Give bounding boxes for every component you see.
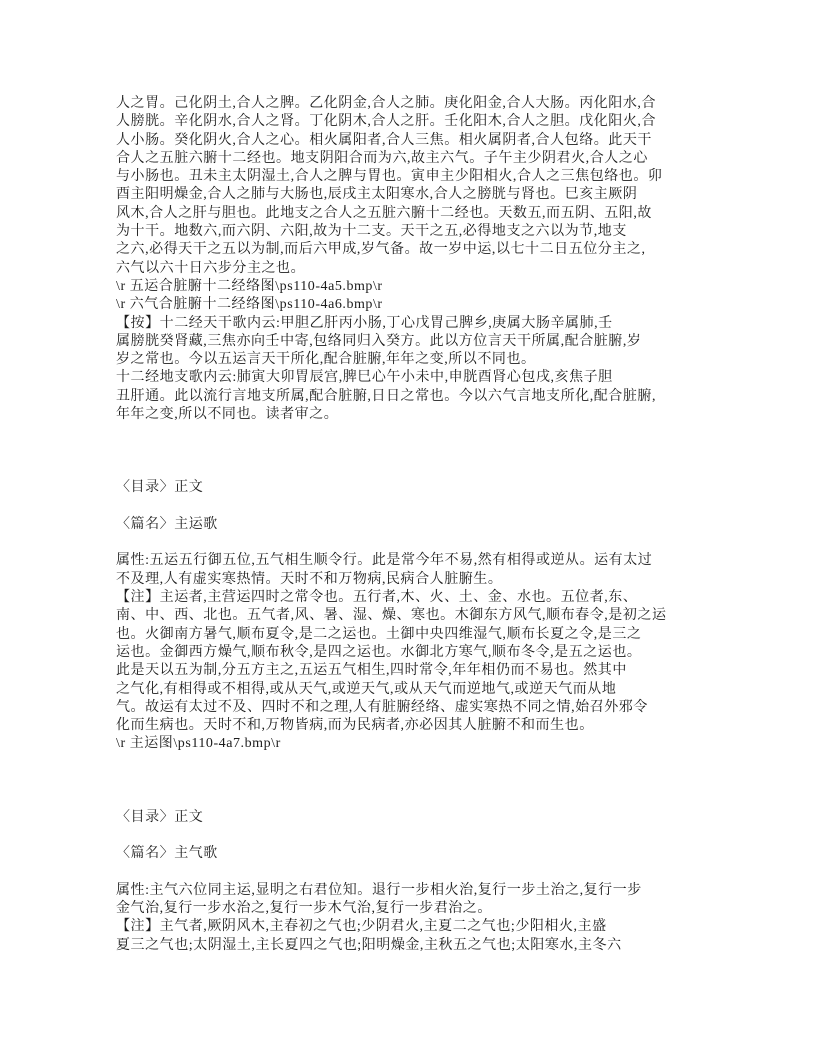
text-line: 岁之常也。今以五运言天干所化,配合脏腑,年年之变,所以不同也。: [116, 352, 536, 368]
section-title: 〈篇名〉主运歌: [116, 516, 218, 532]
text-line: 酉主阳明燥金,合人之肺与大肠也,辰戌主太阳寒水,合人之膀胱与肾也。巳亥主厥阴: [116, 187, 638, 203]
text-line: 属性:主气六位同主运,显明之右君位知。退行一步相火治,复行一步土治之,复行一步: [116, 882, 642, 898]
text-line: 【注】主运者,主营运四时之常令也。五行者,木、火、土、金、水也。五位者,东、: [116, 590, 638, 606]
figure-reference: \r 六气合脏腑十二经络图\ps110-4a6.bmp\r: [116, 297, 383, 313]
figure-reference: \r 主运图\ps110-4a7.bmp\r: [116, 736, 281, 752]
text-line: 金气治,复行一步水治之,复行一步木气治,复行一步君治之。: [116, 901, 492, 917]
text-line: 化而生病也。天时不和,万物皆病,而为民病者,亦必因其人脏腑不和而生也。: [116, 718, 594, 734]
toc-marker: 〈目录〉正文: [116, 480, 204, 496]
text-line: 风木,合人之肝与胆也。此地支之合人之五脏六腑十二经也。天数五,而五阴、五阳,故: [116, 205, 652, 221]
text-line: 之气化,有相得或不相得,或从天气,或逆天气,或从天气而逆地气,或逆天气而从地: [116, 681, 617, 697]
text-line: 属膀胱癸肾藏,三焦亦向壬中寄,包络同归入癸方。此以方位言天干所属,配合脏腑,岁: [116, 333, 642, 349]
text-line: 夏三之气也;太阴湿土,主长夏四之气也;阳明燥金,主秋五之气也;太阳寒水,主冬六: [116, 937, 622, 953]
blank-gap: [116, 534, 776, 552]
blank-gap: [116, 424, 776, 479]
text-line: 运也。金御西方燥气,顺布秋令,是四之运也。水御北方寒气,顺布冬令,是五之运也。: [116, 644, 642, 660]
text-line: 属性:五运五行御五位,五气相生顺令行。此是常今年不易,然有相得或逆从。运有太过: [116, 553, 653, 569]
text-column: [116, 95, 776, 955]
text-line: 此是天以五为制,分五方主之,五运五气相生,四时常令,年年相仍而不易也。然其中: [116, 663, 627, 679]
text-line: 丑肝通。此以流行言地支所属,配合脏腑,日日之常也。今以六气言地支所化,配合脏腑,: [116, 388, 656, 404]
text-line: 人膀胱。辛化阴水,合人之肾。丁化阴木,合人之肝。壬化阳木,合人之胆。戊化阳火,合: [116, 114, 656, 130]
text-line: 六气以六十日六步分主之也。: [116, 260, 306, 276]
figure-reference: \r 五运合脏腑十二经络图\ps110-4a5.bmp\r: [116, 278, 383, 294]
blank-gap: [116, 754, 776, 809]
blank-gap: [116, 827, 776, 845]
text-line: 也。火御南方暑气,顺布夏令,是二之运也。土御中央四维湿气,顺布长夏之令,是三之: [116, 626, 642, 642]
text-line: 合人之五脏六腑十二经也。地支阴阳合而为六,故主六气。子午主少阴君火,合人之心: [116, 150, 648, 166]
text-line: 十二经地支歌内云:肺寅大卯胃辰宫,脾巳心午小未中,申胱酉肾心包戌,亥焦子胆: [116, 370, 613, 386]
blank-gap: [116, 863, 776, 881]
text-line: 人小肠。癸化阴火,合人之心。相火属阳者,合人三焦。相火属阴者,合人包络。此天干: [116, 132, 652, 148]
text-line: 为十干。地数六,而六阴、六阳,故为十二支。天干之五,必得地支之六以为节,地支: [116, 224, 627, 240]
text-line: 气。故运有太过不及、四时不和之理,人有脏腑经络、虚实寒热不同之情,始召外邪令: [116, 699, 648, 715]
toc-marker: 〈目录〉正文: [116, 809, 204, 825]
text-line: 【按】十二经天干歌内云:甲胆乙肝丙小肠,丁心戊胃己脾乡,庚属大肠辛属肺,壬: [116, 315, 613, 331]
text-line: 不及理,人有虚实寒热情。天时不和万物病,民病合人脏腑生。: [116, 571, 503, 587]
text-line: 之六,必得天干之五以为制,而后六甲成,岁气备。故一岁中运,以七十二日五位分主之,: [116, 242, 646, 258]
text-line: 年年之变,所以不同也。读者审之。: [116, 407, 339, 423]
section-title: 〈篇名〉主气歌: [116, 846, 218, 862]
text-line: 人之胃。己化阴土,合人之脾。乙化阴金,合人之肺。庚化阳金,合人大肠。丙化阳水,合: [116, 96, 656, 111]
text-line: 与小肠也。丑未主太阴湿土,合人之脾与胃也。寅申主少阳相火,合人之三焦包络也。卯: [116, 169, 663, 185]
text-line: 【注】主气者,厥阴风木,主春初之气也;少阴君火,主夏二之气也;少阳相火,主盛: [116, 919, 607, 935]
blank-gap: [116, 498, 776, 516]
text-line: 南、中、西、北也。五气者,风、暑、湿、燥、寒也。木御东方风气,顺布春令,是初之运: [116, 608, 667, 624]
